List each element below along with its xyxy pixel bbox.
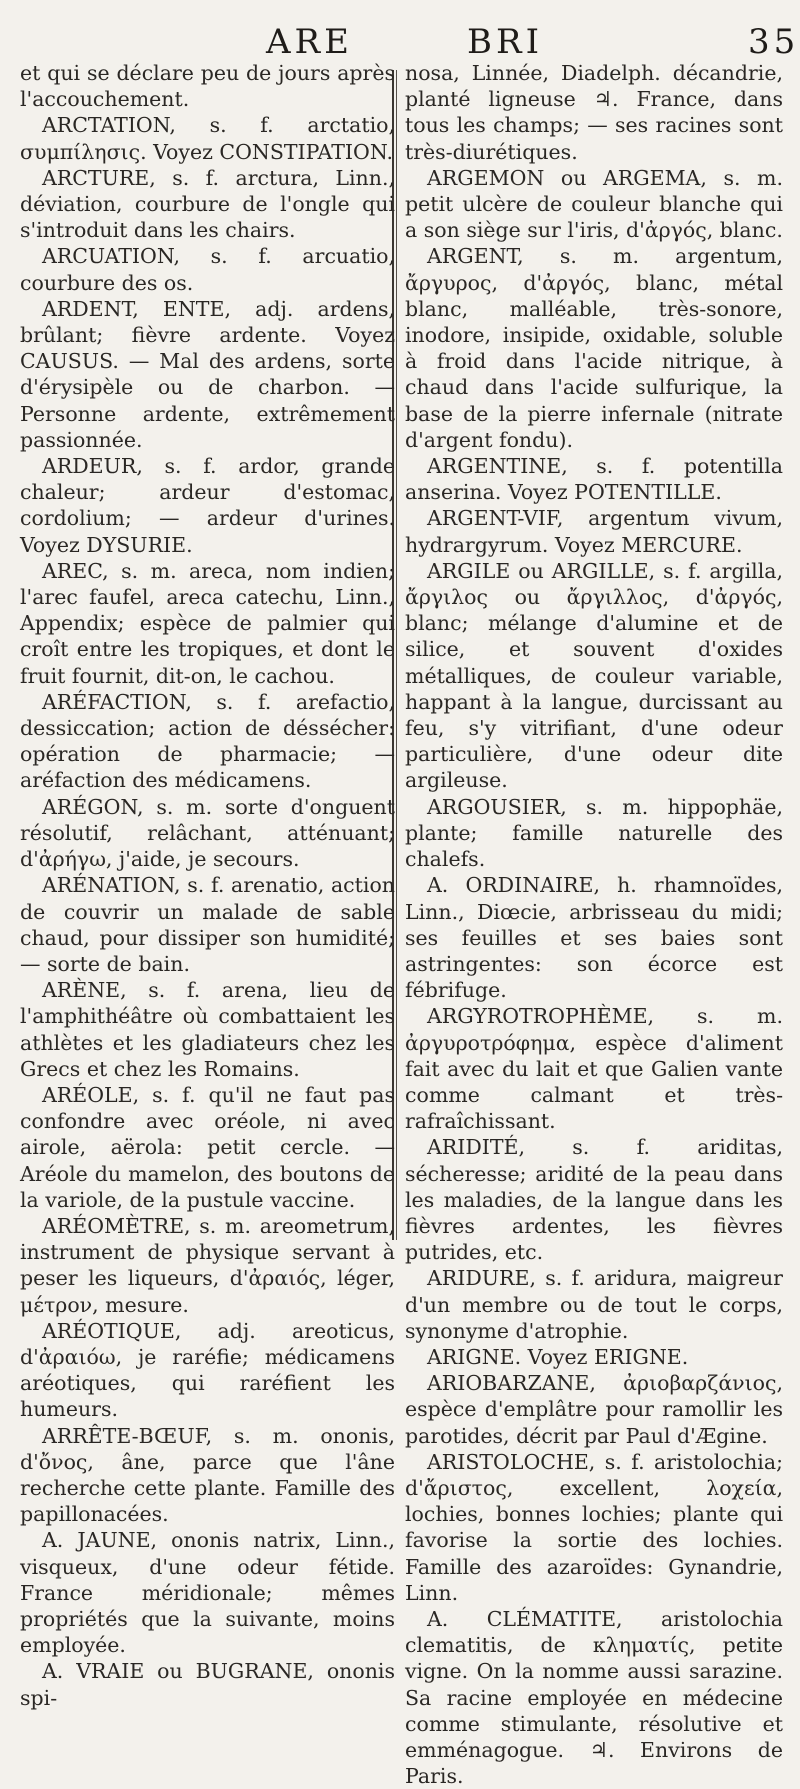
left-column [20, 60, 395, 1711]
entry-paragraph: ARIDITÉ, s. f. ariditas, sécheresse; aridité de la peau dans les maladies, de la langue dans les fièvres ardentes, les fièvres putrides, etc. [405, 1135, 783, 1265]
entry-paragraph: A. VRAIE ou BUGRANE, ononis spi- [20, 1659, 395, 1710]
entry-paragraph: ARÉNATION, s. f. arenatio, action de couvrir un malade de sable chaud, pour dissiper son humidité; — sorte de bain. [20, 873, 395, 976]
entry-paragraph: et qui se déclare peu de jours après l'accouchement. [20, 61, 395, 112]
entry-paragraph: ARÉOMÈTRE, s. m. areometrum, instrument de physique servant à peser les liqueurs, d'ἀραιός, léger, μέτρον, mesure. [20, 1213, 395, 1317]
right-column [405, 60, 783, 1789]
entry-paragraph: ARÉGON, s. m. sorte d'onguent résolutif, relâchant, atténuant; d'ἀρήγω, j'aide, je secours. [20, 794, 395, 872]
entry-paragraph: ARISTOLOCHE, s. f. aristolochia; d'ἄριστος, excellent, λοχεία, lochies, bonnes lochies; plante qui favorise la sortie des lochies. Famille des azaroïdes: Gynandrie, Linn. [405, 1449, 783, 1605]
page-number: 35 [748, 22, 800, 62]
entry-paragraph: ARIGNE. Voyez ERIGNE. [427, 1344, 689, 1369]
entry-paragraph: A. ORDINAIRE, h. rhamnoïdes, Linn., Diœcie, arbrisseau du midi; ses feuilles et ses baies sont astringentes: son écorce est fébrifuge. [405, 873, 783, 1003]
header-right-title: BRI [467, 22, 544, 62]
entry-paragraph: nosa, Linnée, Diadelph. décandrie, planté ligneuse ♃. France, dans tous les champs; — ses racines sont très-diurétiques. [405, 61, 783, 164]
entry-paragraph: ARIDURE, s. f. aridura, maigreur d'un membre ou de tout le corps, synonyme d'atrophie. [405, 1266, 783, 1343]
column-divider-rule-thin [396, 70, 397, 1240]
entry-paragraph: ARGEMON ou ARGEMA, s. m. petit ulcère de couleur blanche qui a son siège sur l'iris, d'ἀργός, blanc. [405, 165, 783, 243]
entry-paragraph: ARGILE ou ARGILLE, s. f. argilla, ἄργιλος ou ἄργιλλος, d'ἀργός, blanc; mélange d'alumine et de silice, et souvent d'oxides métalliques, de couleur variable, happant à la langue, durcissant au feu, s'y vitrifiant, d'une odeur particulière, d'une odeur dite argileuse. [405, 558, 783, 793]
entry-paragraph: A. CLÉMATITE, aristolochia clematitis, de κληματίς, petite vigne. On la nomme aussi sarazine. Sa racine employée en médecine comme stimulante, résolutive et emménagogue. ♃. Environs de Paris. [405, 1606, 783, 1789]
entry-paragraph: A. JAUNE, ononis natrix, Linn., visqueux, d'une odeur fétide. France méridionale; mêmes propriétés que la suivante, moins employée. [20, 1528, 395, 1658]
entry-paragraph: ARCUATION, s. f. arcuatio, courbure des os. [20, 244, 395, 295]
entry-paragraph: ARGYROTROPHÈME, s. m. ἀργυροτρόφημα, espèce d'aliment fait avec du lait et que Galien vante comme calmant et très-rafraîchissant. [405, 1004, 783, 1134]
entry-paragraph: ARCTURE, s. f. arctura, Linn., déviation, courbure de l'ongle qui s'introduit dans les chairs. [20, 165, 395, 243]
entry-paragraph: ARÉFACTION, s. f. arefactio, dessiccation; action de déssécher: opération de pharmacie; — aréfaction des médicamens. [20, 689, 395, 793]
entry-paragraph: ARÉOLE, s. f. qu'il ne faut pas confondre avec oréole, ni avec airole, aërola: petit cercle. — Aréole du mamelon, des boutons de la variole, de la pustule vaccine. [20, 1082, 395, 1212]
entry-paragraph: ARGENT, s. m. argentum, ἄργυρος, d'ἀργός, blanc, métal blanc, malléable, très-sonore, inodore, insipide, oxidable, soluble à froid dans l'acide nitrique, à chaud dans l'acide sulfurique, la base de la pierre infernale (nitrate d'argent fondu). [405, 244, 783, 452]
entry-paragraph: ARÉOTIQUE, adj. areoticus, d'ἀραιόω, je raréfie; médicamens aréotiques, qui raréfient les humeurs. [20, 1318, 395, 1422]
header-left-title: ARE [266, 22, 353, 62]
entry-paragraph: ARCTATION, s. f. arctatio, συμπίλησις. Voyez CONSTIPATION. [20, 113, 395, 164]
entry-paragraph: ARGOUSIER, s. m. hippophäe, plante; famille naturelle des chalefs. [405, 794, 783, 872]
entry-paragraph: ARDEUR, s. f. ardor, grande chaleur; ardeur d'estomac, cordolium; — ardeur d'urines. Voyez DYSURIE. [20, 454, 395, 557]
entry-paragraph: ARÈNE, s. f. arena, lieu de l'amphithéâtre où combattaient les athlètes et les gladiateurs chez les Grecs et chez les Romains. [20, 978, 395, 1081]
entry-paragraph: ARRÊTE-BŒUF, s. m. ononis, d'ὄνος, âne, parce que l'âne recherche cette plante. Famille des papillonacées. [20, 1423, 395, 1527]
entry-paragraph: ARDENT, ENTE, adj. ardens, brûlant; fièvre ardente. Voyez CAUSUS. — Mal des ardens, sorte d'érysipèle ou de charbon. — Personne ardente, extrêmement passionnée. [20, 296, 395, 452]
entry-paragraph: AREC, s. m. areca, nom indien; l'arec faufel, areca catechu, Linn., Appendix; espèce de palmier qui croît entre les tropiques, et dont le fruit fournit, dit-on, le cachou. [20, 558, 395, 688]
entry-paragraph: ARIOBARZANE, ἀριοβαρζάνιος, espèce d'emplâtre pour ramollir les parotides, décrit par Paul d'Ægine. [405, 1371, 783, 1448]
entry-paragraph: ARGENTINE, s. f. potentilla anserina. Voyez POTENTILLE. [405, 454, 783, 505]
entry-paragraph: ARGENT-VIF, argentum vivum, hydrargyrum. Voyez MERCURE. [405, 506, 783, 557]
